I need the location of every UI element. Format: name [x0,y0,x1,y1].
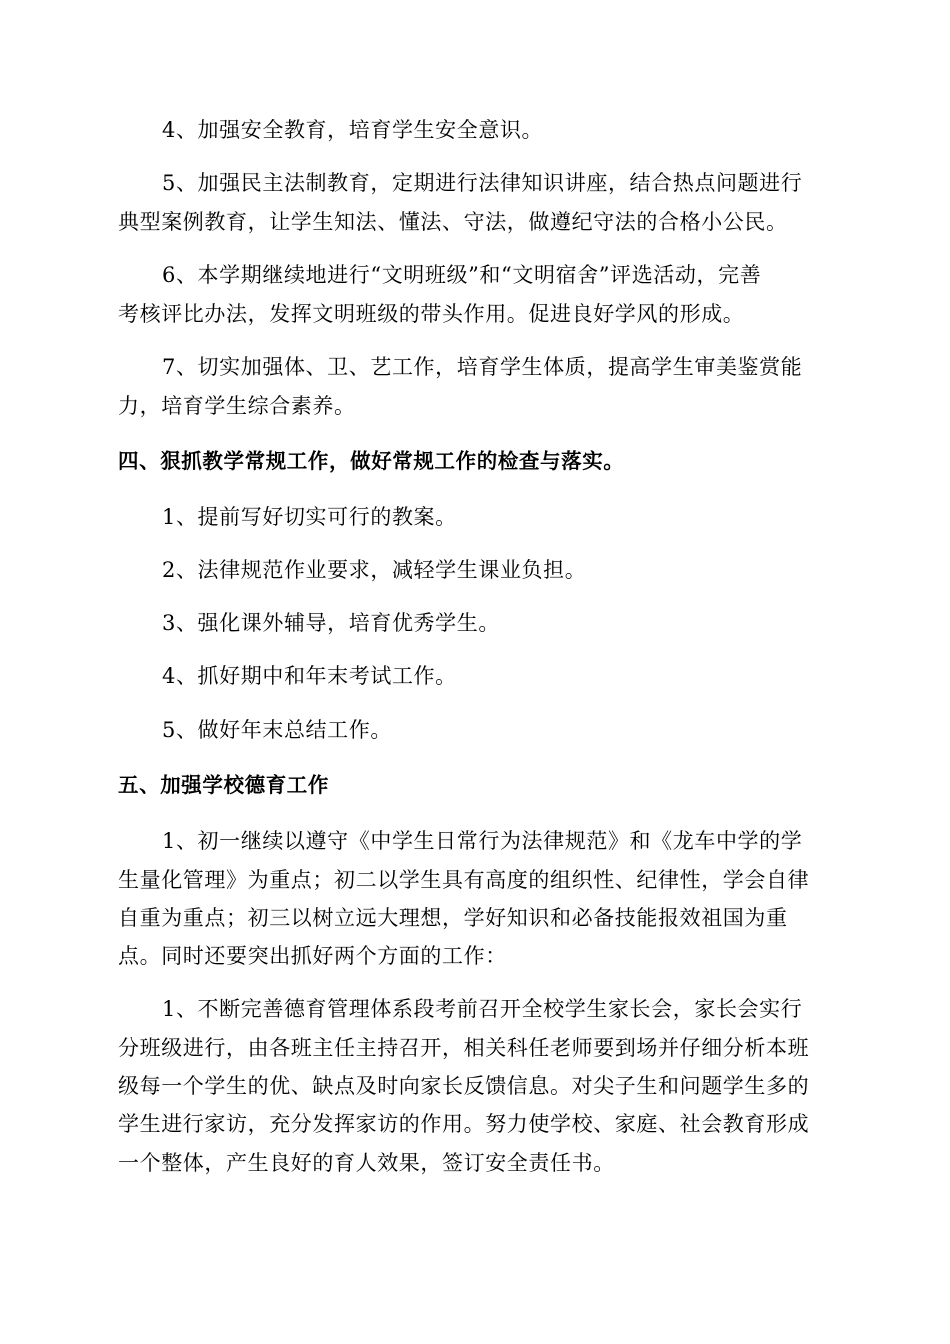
item-5-legal-education-line-1: 5、加强民主法制教育，定期进行法律知识讲座，结合热点问题进行 [162,171,803,195]
section-5-para-2-line-5: 一个整体，产生良好的育人效果，签订安全责任书。 [118,1151,615,1175]
section-4-item-5: 5、做好年末总结工作。 [162,718,392,742]
section-4-item-1: 1、提前写好切实可行的教案。 [162,505,457,529]
section-5-heading: 五、加强学校德育工作 [118,773,329,797]
item-5-legal-education-line-2: 典型案例教育，让学生知法、懂法、守法，做遵纪守法的合格小公民。 [118,210,788,234]
section-4-item-3: 3、强化课外辅导，培育优秀学生。 [162,611,500,635]
item-6-civilized-class-line-1: 6、本学期继续地进行“文明班级”和“文明宿舍”评选活动，完善 [162,263,762,287]
section-5-para-2-line-4: 学生进行家访，充分发挥家访的作用。努力使学校、家庭、社会教育形成 [118,1112,810,1136]
section-5-para-1-line-4: 点。同时还要突出抓好两个方面的工作： [118,944,507,968]
item-6-civilized-class-line-2: 考核评比办法，发挥文明班级的带头作用。促进良好学风的形成。 [118,302,745,326]
section-4-heading: 四、狠抓教学常规工作，做好常规工作的检查与落实。 [118,449,625,473]
section-5-para-1-line-2: 生量化管理》为重点；初二以学生具有高度的组织性、纪律性，学会自律 [118,868,810,892]
section-4-item-4: 4、抓好期中和年末考试工作。 [162,664,457,688]
item-7-pe-arts-line-2: 力，培育学生综合素养。 [118,394,356,418]
section-5-para-2-line-1: 1、不断完善德育管理体系段考前召开全校学生家长会，家长会实行 [162,997,803,1021]
section-5-para-1-line-3: 自重为重点；初三以树立远大理想，学好知识和必备技能报效祖国为重 [118,906,788,930]
section-5-para-2-line-3: 级每一个学生的优、缺点及时向家长反馈信息。对尖子生和问题学生多的 [118,1074,810,1098]
item-7-pe-arts-line-1: 7、切实加强体、卫、艺工作，培育学生体质，提高学生审美鉴赏能 [162,355,803,379]
section-5-para-2-line-2: 分班级进行，由各班主任主持召开，相关科任老师要到场并仔细分析本班 [118,1036,810,1060]
section-5-para-1-line-1: 1、初一继续以遵守《中学生日常行为法律规范》和《龙车中学的学 [162,829,803,853]
item-4-safety-education: 4、加强安全教育，培育学生安全意识。 [162,118,544,142]
section-4-item-2: 2、法律规范作业要求，减轻学生课业负担。 [162,558,587,582]
